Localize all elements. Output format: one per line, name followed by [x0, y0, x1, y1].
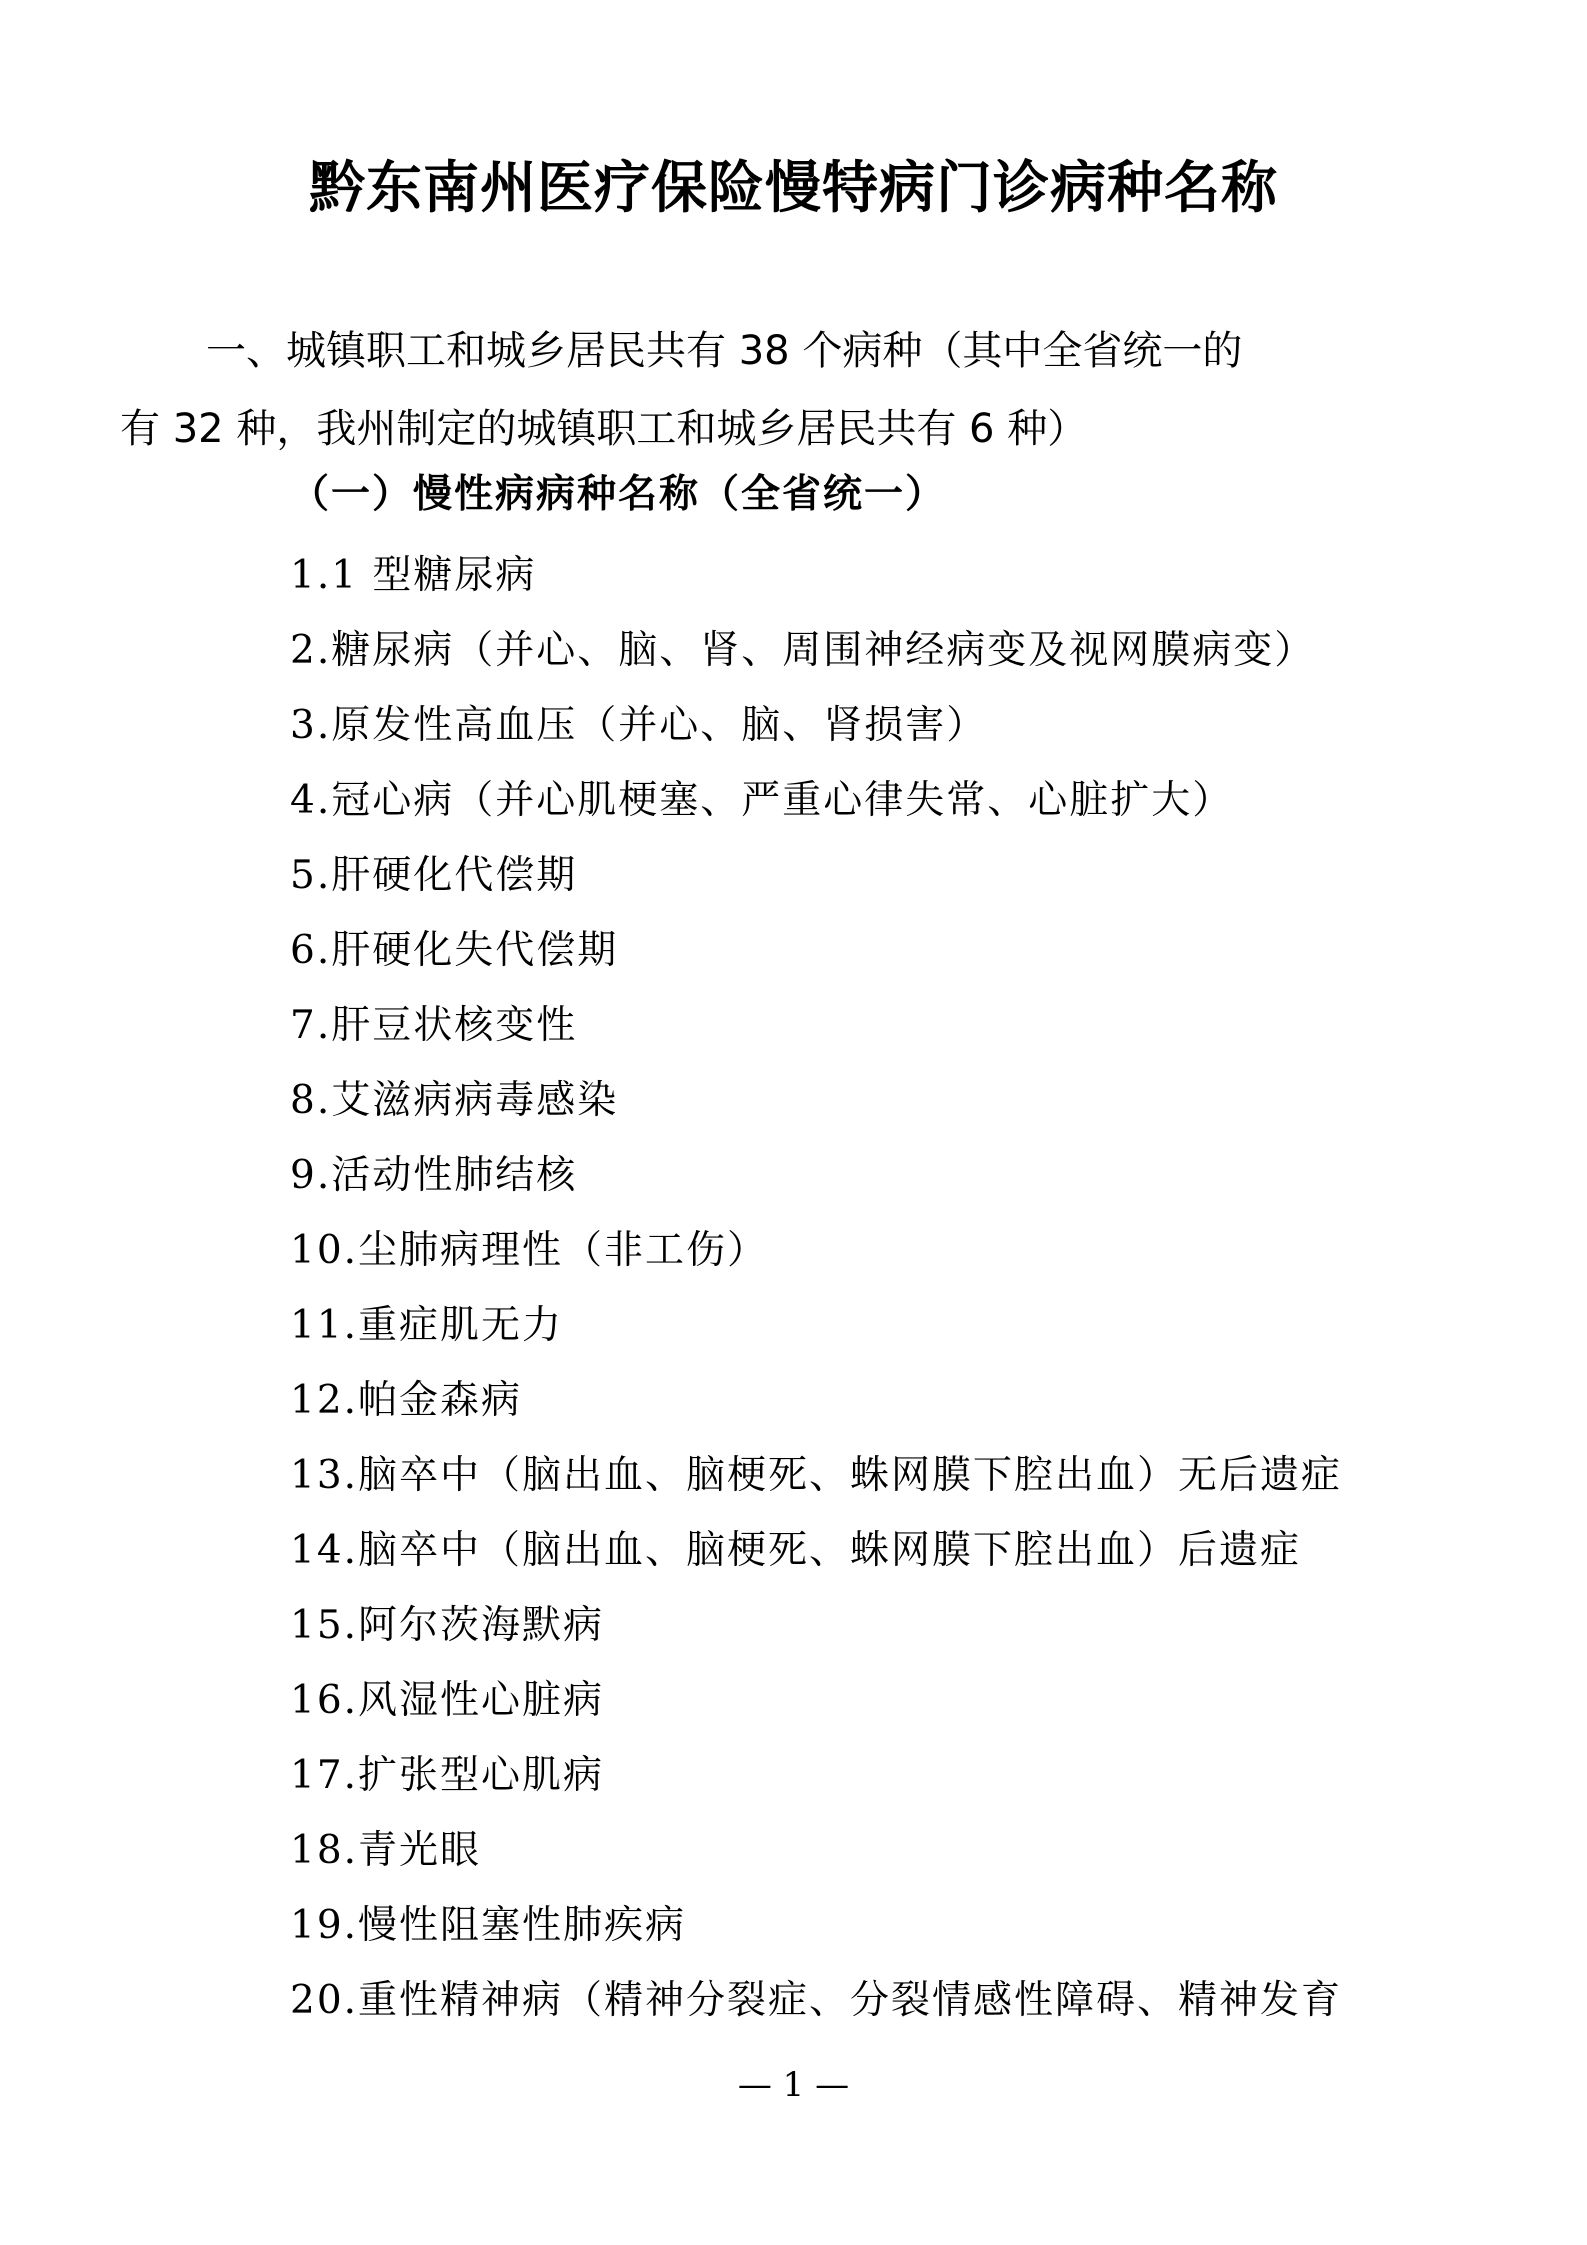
list-item: 11.重症肌无力 [290, 1303, 564, 1348]
list-item: 6.肝硬化失代偿期 [290, 928, 619, 973]
list-item: 12.帕金森病 [290, 1378, 523, 1423]
list-item: 7.肝豆状核变性 [290, 1003, 578, 1048]
list-item: 4.冠心病（并心肌梗塞、严重心律失常、心脏扩大） [290, 778, 1234, 823]
page-number: — 1 — [737, 2065, 850, 2105]
intro-paragraph [120, 312, 1386, 468]
list-item: 8.艾滋病病毒感染 [290, 1078, 619, 1123]
intro-line-2: 有 32 种，我州制定的城镇职工和城乡居民共有 6 种） [120, 406, 1088, 452]
list-item: 10.尘肺病理性（非工伤） [290, 1228, 769, 1273]
list-item: 19.慢性阻塞性肺疾病 [290, 1903, 687, 1948]
list-item: 13.脑卒中（脑出血、脑梗死、蛛网膜下腔出血）无后遗症 [290, 1453, 1343, 1498]
list-item: 18.青光眼 [290, 1828, 482, 1873]
list-item: 9.活动性肺结核 [290, 1153, 578, 1198]
list-item: 16.风湿性心脏病 [290, 1678, 605, 1723]
list-item: 20.重性精神病（精神分裂症、分裂情感性障碍、精神发育 [290, 1978, 1343, 2023]
list-item: 5.肝硬化代偿期 [290, 853, 578, 898]
list-item: 2.糖尿病（并心、脑、肾、周围神经病变及视网膜病变） [290, 628, 1316, 673]
intro-line-1: 一、城镇职工和城乡居民共有 38 个病种（其中全省统一的 [206, 328, 1243, 374]
list-item: 3.原发性高血压（并心、脑、肾损害） [290, 703, 988, 748]
list-item: 15.阿尔茨海默病 [290, 1603, 605, 1648]
section-subheading: （一）慢性病病种名称（全省统一） [290, 472, 947, 517]
document-title: 黔东南州医疗保险慢特病门诊病种名称 [309, 155, 1278, 221]
disease-list [290, 538, 1410, 2038]
list-item: 1.1 型糖尿病 [290, 553, 537, 598]
list-item: 14.脑卒中（脑出血、脑梗死、蛛网膜下腔出血）后遗症 [290, 1528, 1302, 1573]
list-item: 17.扩张型心肌病 [290, 1753, 605, 1798]
